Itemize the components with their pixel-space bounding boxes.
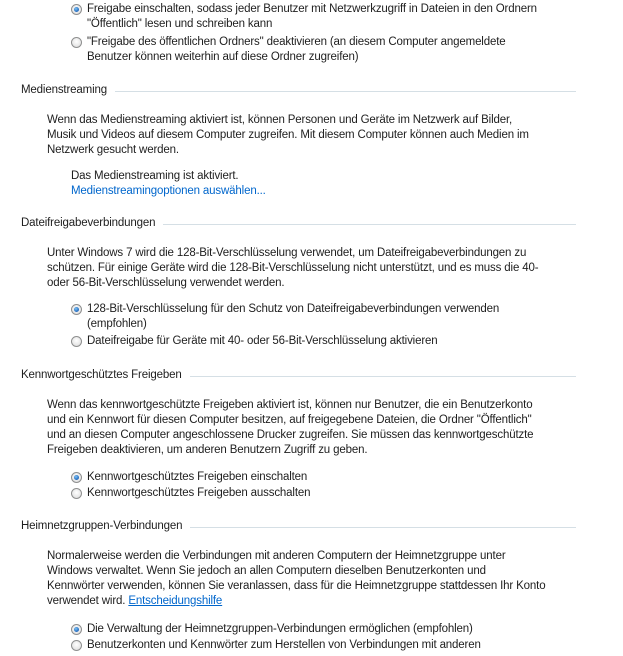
radio-label[interactable] [87, 486, 310, 501]
media-streaming-status [71, 169, 266, 199]
section-header-media-streaming [21, 83, 576, 98]
description-line: Musik und Videos auf diesem Computer zugreifen. Mit diesem Computer können auch Medien im [47, 129, 529, 141]
section-title: Dateifreigabeverbindungen [21, 217, 156, 229]
radio-label[interactable] [87, 35, 506, 65]
label-line: Die Verwaltung der Heimnetzgruppen-Verbindungen ermöglichen (empfohlen) [87, 623, 473, 635]
radio-button-icon[interactable] [71, 640, 82, 651]
section-header-homegroup-connections [21, 519, 576, 534]
radio-label[interactable] [87, 470, 307, 485]
label-line: (empfohlen) [87, 318, 147, 330]
help-link[interactable]: Entscheidungshilfe [128, 595, 223, 607]
description-line: Kennwörter verwenden, können Sie veranlassen, dass für die Heimnetzgruppe stattdessen Ihr Konto [47, 580, 546, 592]
label-line: "Freigabe des öffentlichen Ordners" deaktivieren (an diesem Computer angemeldete [87, 36, 506, 48]
description-line: Netzwerk gesucht werden. [47, 144, 179, 156]
label-line: Kennwortgeschütztes Freigeben ausschalten [87, 487, 311, 499]
label-line: "Öffentlich" lesen und schreiben kann [87, 18, 273, 30]
radio-button-icon[interactable] [71, 488, 82, 499]
radio-button-icon[interactable] [71, 336, 82, 347]
description-line: Windows verwaltet. Wenn Sie jedoch an allen Computern dieselben Benutzerkonten und [47, 565, 486, 577]
section-title: Kennwortgeschütztes Freigeben [21, 369, 182, 381]
radio-button-checked-icon[interactable] [71, 472, 82, 483]
password-sharing-description [47, 398, 533, 458]
description-line: und ein Kennwort für diesen Computer besitzen, auf freigegebene Dateien, die Ordner "Öffentlich" [47, 414, 532, 426]
label-line: Kennwortgeschütztes Freigeben einschalten [87, 471, 308, 483]
radio-button-checked-icon[interactable] [71, 304, 82, 315]
label-line: Benutzerkonten und Kennwörter zum Herstellen von Verbindungen mit anderen [87, 639, 481, 651]
radio-label[interactable] [87, 622, 473, 637]
section-divider [190, 376, 576, 377]
description-line: Freigeben deaktivieren, um anderen Benutzern Zugriff zu geben. [47, 444, 368, 456]
section-header-file-sharing-connections [21, 216, 576, 231]
media-streaming-options-link[interactable]: Medienstreamingoptionen auswählen... [71, 185, 266, 197]
label-line: Dateifreigabe für Geräte mit 40- oder 56-Bit-Verschlüsselung aktivieren [87, 335, 438, 347]
section-header-password-protected-sharing [21, 368, 576, 383]
radio-label[interactable] [87, 2, 537, 32]
section-divider [115, 91, 576, 92]
section-title: Heimnetzgruppen-Verbindungen [21, 520, 183, 532]
label-line: Benutzer können weiterhin auf diese Ordner zugreifen) [87, 51, 359, 63]
radio-label[interactable] [87, 302, 499, 332]
description-line: und an diesen Computer angeschlossene Drucker zugreifen. Sie müssen das kennwortgeschützte [47, 429, 534, 441]
radio-button-icon[interactable] [71, 37, 82, 48]
description-line [47, 594, 545, 609]
media-streaming-description [47, 113, 529, 158]
description-line: Normalerweise werden die Verbindungen mit anderen Computern der Heimnetzgruppe unter [47, 550, 506, 562]
label-line: 128-Bit-Verschlüsselung für den Schutz von Dateifreigabeverbindungen verwenden [87, 303, 500, 315]
section-divider [190, 527, 576, 528]
section-divider [163, 224, 576, 225]
radio-button-checked-icon[interactable] [71, 4, 82, 15]
radio-button-checked-icon[interactable] [71, 624, 82, 635]
file-sharing-description [47, 246, 538, 291]
description-line: schützen. Für einige Geräte wird die 128-Bit-Verschlüsselung nicht unterstützt, und es muss die 40- [47, 262, 539, 274]
description-line: Unter Windows 7 wird die 128-Bit-Verschlüsselung verwendet, um Dateifreigabeverbindungen zu [47, 247, 527, 259]
homegroup-description [47, 549, 545, 609]
label-line: Freigabe einschalten, sodass jeder Benutzer mit Netzwerkzugriff in Dateien in den Ordnern [87, 3, 537, 15]
description-text: verwendet wird. [47, 595, 126, 607]
section-title: Medienstreaming [21, 84, 107, 96]
description-line: Wenn das Medienstreaming aktiviert ist, können Personen und Geräte im Netzwerk auf Bilder, [47, 114, 513, 126]
radio-label[interactable] [87, 334, 438, 349]
description-line: oder 56-Bit-Verschlüsselung verwendet werden. [47, 277, 285, 289]
status-text: Das Medienstreaming ist aktiviert. [71, 170, 239, 182]
radio-label[interactable] [87, 638, 481, 653]
description-line: Wenn das kennwortgeschützte Freigeben aktiviert ist, können nur Benutzer, die ein Benutzerkonto [47, 399, 533, 411]
